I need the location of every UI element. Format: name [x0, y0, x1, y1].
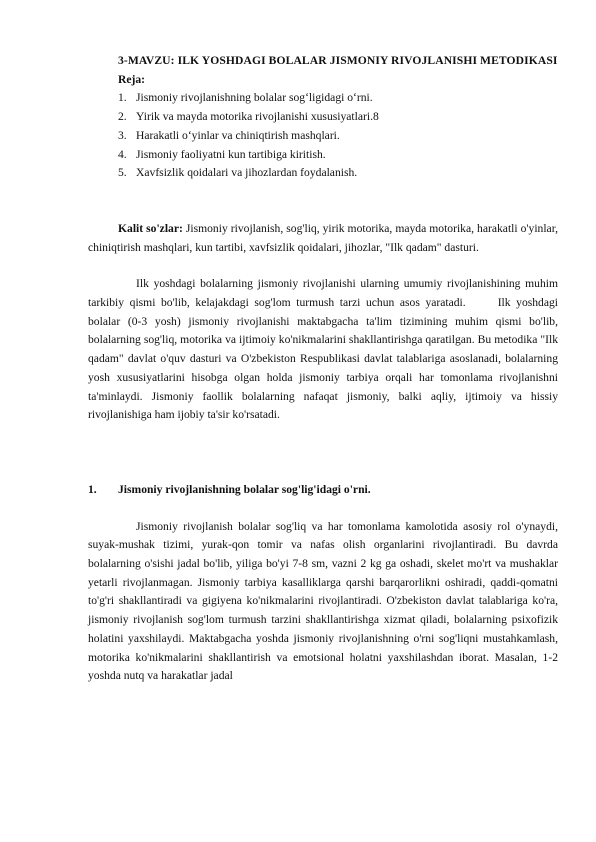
- plan-item: 1. Jismoniy rivojlanishning bolalar sog‘ligidagi o‘rni.: [118, 91, 373, 105]
- section-number: 1.: [88, 482, 97, 496]
- document-title: 3-MAVZU: ILK YOSHDAGI BOLALAR JISMONIY RIVOJLANISHI METODIKASI: [118, 54, 558, 67]
- document-page: [88, 52, 558, 686]
- plan-item: 2. Yirik va mayda motorika rivojlanishi xususiyatlari.8: [118, 110, 379, 124]
- plan-item: 5. Xavfsizlik qoidalari va jihozlardan foydalanish.: [118, 166, 358, 180]
- keywords-paragraph: [88, 220, 558, 257]
- intro-part1: Ilk yoshdagi bolalarning jismoniy rivojlanishi ularning umumiy rivojlanishining muhim tarkibiy qismi bo'lib, kelajakdagi sog'lom turmush tarzi uchun asos yaratadi.: [88, 277, 558, 310]
- keywords-label: Kalit so'zlar:: [118, 221, 183, 235]
- plan-label: Reja:: [118, 72, 146, 86]
- plan-item: 3. Harakatli o‘yinlar va chiniqtirish mashqlari.: [118, 128, 340, 142]
- plan-item: 4. Jismoniy faoliyatni kun tartibiga kiritish.: [118, 147, 326, 161]
- section-heading: [88, 481, 558, 500]
- keywords-text: Jismoniy rivojlanish, sog'liq, yirik motorika, mayda motorika, harakatli o'yinlar, chiniqtirish mashqlari, kun tartibi, xavfsizlik qoidalari, jihozlar, "Ilk qadam" dasturi.: [88, 221, 558, 254]
- section-body: Jismoniy rivojlanish bolalar sog'liq va har tomonlama kamolotida asosiy rol o'ynaydi, suyak-mushak tizimi, yurak-qon tomir va nafas olish organlarini rivojlantiradi. Bu davrda bolalarning o'sishi jadal bo'lib, yiliga bo'yi 7-8 sm, vazni 2 kg ga oshadi, skelet mo'rt va mushaklar yetarli rivojlanmagan. Jismoniy tarbiya kasalliklarga qarshi barqarorlikni oshiradi, qaddi-qomatni to'g'ri shakllantiradi va gigiyena ko'nikmalarini rivojlantiradi. O'zbekiston davlat talablariga ko'ra, jismoniy rivojlanish sog'lom turmush tarzini shakllantirishga xizmat qiladi, bolalarning psixofizik holatini yaxshilaydi. Maktabgacha yoshda jismoniy rivojlanishning o'rni sog'liqni mustahkamlash, motorika ko'nikmalarini shakllantirish va emotsional holatni yaxshilashdan iborat. Masalan, 1-2 yoshda nutq va harakatlar jadal: [88, 519, 558, 683]
- section-title: Jismoniy rivojlanishning bolalar sog'lig'idagi o'rni.: [118, 482, 371, 496]
- intro-part2: Ilk yoshdagi bolalar (0-3 yosh) jismoniy rivojlanishi maktabgacha ta'lim tizimining muhim qismi bo'lib, bolalarning sog'liq, motorika va ijtimoiy ko'nikmalarini shakllantirishga qaratilgan. Bu metodika "Ilk qadam" davlat o'quv dasturi va O'zbekiston Respublikasi davlat talablariga asoslanadi, bolalarning yosh xususiyatlarini hisobga olgan holda jismoniy tarbiya orqali har tomonlama rivojlanishni ta'minlaydi. Jismoniy faollik bolalarning nafaqat jismoniy, balki aqliy, ijtimoiy va hissiy rivojlanishiga ham ijobiy ta'sir ko'rsatadi.: [88, 296, 559, 422]
- plan-list: [88, 89, 558, 183]
- intro-paragraph: [88, 275, 558, 425]
